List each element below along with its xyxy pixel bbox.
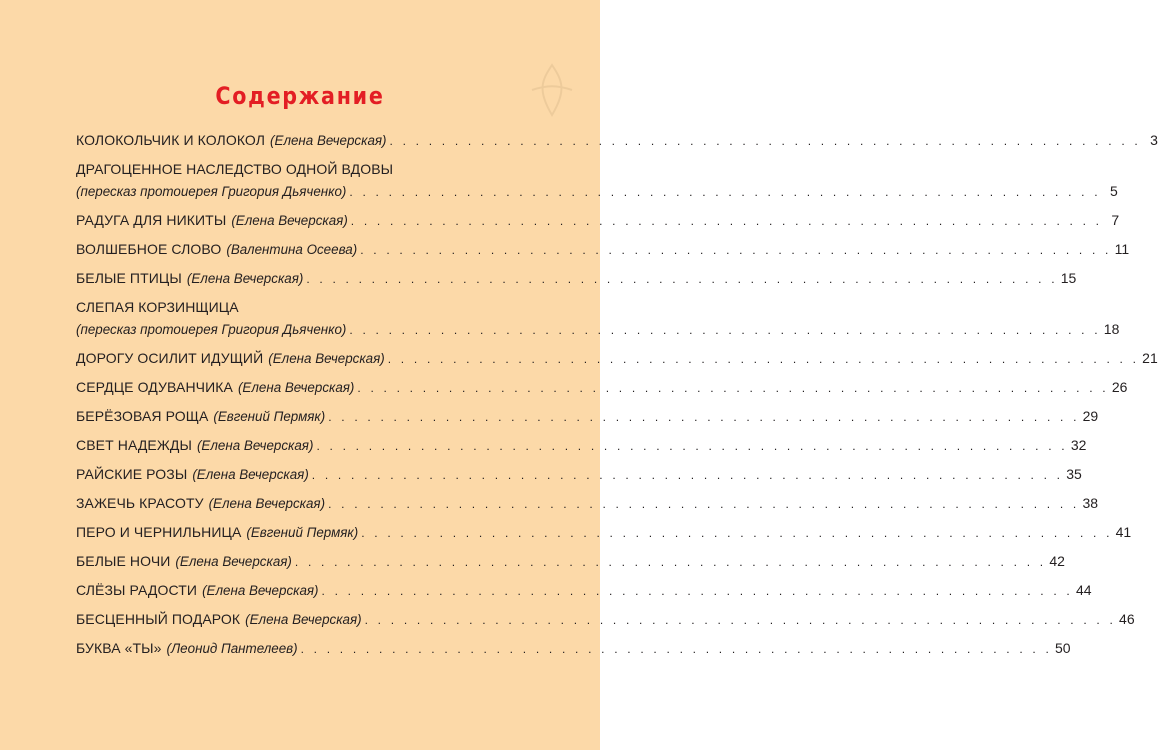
- entry-title: ЗАЖЕЧЬ КРАСОТУ: [76, 495, 204, 511]
- toc-entry[interactable]: [76, 126, 1158, 155]
- toc-entry[interactable]: [76, 155, 1118, 206]
- dot-leader: . . . . . . . . . . . . . . . . . . . . . . . . . . . . . . . . . . . . . . . . . . . . . . . . . . . . . . . . . .: [361, 526, 1113, 540]
- page-title: Содержание: [215, 82, 385, 110]
- entry-title: БЕСЦЕННЫЙ ПОДАРОК: [76, 611, 241, 627]
- toc-entry[interactable]: [76, 489, 1099, 518]
- entry-page-number: 11: [1114, 241, 1130, 257]
- dot-leader: . . . . . . . . . . . . . . . . . . . . . . . . . . . . . . . . . . . . . . . . . . . . . . . . . . . . . . . . . .: [311, 468, 1064, 482]
- toc-entry[interactable]: [76, 547, 1065, 576]
- entry-page-number: 5: [1110, 183, 1118, 199]
- toc-entry[interactable]: [76, 518, 1132, 547]
- entry-page-number: 3: [1150, 132, 1158, 148]
- entry-title: ДРАГОЦЕННОЕ НАСЛЕДСТВО ОДНОЙ ВДОВЫ: [76, 161, 394, 177]
- entry-title: БЕРЁЗОВАЯ РОЩА: [76, 408, 209, 424]
- dot-leader: . . . . . . . . . . . . . . . . . . . . . . . . . . . . . . . . . . . . . . . . . . . . . . . . . . . . . . . . . .: [328, 497, 1080, 511]
- entry-page-number: 50: [1055, 640, 1071, 656]
- entry-author: (Елена Вечерская): [196, 438, 314, 453]
- entry-author: (Елена Вечерская): [237, 380, 355, 395]
- dot-leader: . . . . . . . . . . . . . . . . . . . . . . . . . . . . . . . . . . . . . . . . . . . . . . . . . . . . . . . . . .: [306, 272, 1058, 286]
- entry-title: БУКВА «ТЫ»: [76, 640, 162, 656]
- dot-leader: . . . . . . . . . . . . . . . . . . . . . . . . . . . . . . . . . . . . . . . . . . . . . . . . . . . . . . . . . .: [349, 185, 1101, 199]
- toc-line: [76, 576, 1092, 605]
- entry-author: (Елена Вечерская): [245, 612, 362, 627]
- toc-line: [76, 634, 1071, 663]
- entry-page-number: 35: [1066, 466, 1082, 482]
- dot-leader: . . . . . . . . . . . . . . . . . . . . . . . . . . . . . . . . . . . . . . . . . . . . . . . . . . . . . . . . . .: [316, 439, 1068, 453]
- entry-author: (Елена Вечерская): [202, 583, 319, 598]
- toc-entry[interactable]: [76, 206, 1120, 235]
- entry-page-number: 46: [1119, 611, 1135, 627]
- entry-author: (Елена Вечерская): [208, 496, 326, 511]
- toc-entry[interactable]: [76, 293, 1120, 344]
- dot-leader: . . . . . . . . . . . . . . . . . . . . . . . . . . . . . . . . . . . . . . . . . . . . . . . . . . . . . . . . . .: [321, 584, 1073, 598]
- toc-line: [76, 344, 1158, 373]
- entry-page-number: 41: [1115, 524, 1132, 540]
- toc-line: [76, 158, 500, 180]
- toc-line: [76, 431, 1087, 460]
- entry-page-number: 32: [1070, 437, 1087, 453]
- toc-line: [76, 518, 1132, 547]
- dot-leader: . . . . . . . . . . . . . . . . . . . . . . . . . . . . . . . . . . . . . . . . . . . . . . . . . . . . . . . . . .: [357, 381, 1109, 395]
- entry-page-number: 29: [1082, 408, 1099, 424]
- dot-leader: . . . . . . . . . . . . . . . . . . . . . . . . . . . . . . . . . . . . . . . . . . . . . . . . . . . . . . . . . .: [360, 243, 1112, 257]
- dot-leader: . . . . . . . . . . . . . . . . . . . . . . . . . . . . . . . . . . . . . . . . . . . . . . . . . . . . . . . . . .: [294, 555, 1047, 569]
- entry-title: БЕЛЫЕ ПТИЦЫ: [76, 270, 182, 286]
- entry-title: СЛЁЗЫ РАДОСТИ: [76, 582, 198, 598]
- toc-entry[interactable]: [76, 373, 1128, 402]
- toc-entry[interactable]: [76, 431, 1087, 460]
- toc-line: [76, 264, 1077, 293]
- dot-leader: . . . . . . . . . . . . . . . . . . . . . . . . . . . . . . . . . . . . . . . . . . . . . . . . . . . . . . . . . .: [364, 613, 1117, 627]
- entry-page-number: 42: [1049, 553, 1065, 569]
- entry-title: РАЙСКИЕ РОЗЫ: [76, 466, 188, 482]
- entry-author: (Валентина Осеева): [226, 242, 358, 257]
- entry-page-number: 44: [1075, 582, 1092, 598]
- entry-author: (Елена Вечерская): [231, 213, 348, 228]
- entry-page-number: 15: [1060, 270, 1077, 286]
- toc-line: [76, 318, 1120, 344]
- table-of-contents: [76, 126, 1158, 663]
- entry-author: (Евгений Пермяк): [246, 525, 359, 540]
- toc-entry[interactable]: [76, 264, 1077, 293]
- toc-line: [76, 206, 1120, 235]
- dot-leader: . . . . . . . . . . . . . . . . . . . . . . . . . . . . . . . . . . . . . . . . . . . . . . . . . . . . . . . . . .: [389, 134, 1141, 148]
- toc-entry[interactable]: [76, 634, 1071, 663]
- entry-title: СЕРДЦЕ ОДУВАНЧИКА: [76, 379, 233, 395]
- entry-author: (Елена Вечерская): [268, 351, 385, 366]
- entry-page-number: 26: [1111, 379, 1128, 395]
- entry-title: КОЛОКОЛЬЧИК И КОЛОКОЛ: [76, 132, 266, 148]
- entry-title: ВОЛШЕБНОЕ СЛОВО: [76, 241, 222, 257]
- toc-line: [76, 126, 1158, 155]
- toc-entry[interactable]: [76, 344, 1158, 373]
- entry-page-number: 38: [1082, 495, 1099, 511]
- toc-line: [76, 296, 500, 318]
- entry-title: СВЕТ НАДЕЖДЫ: [76, 437, 192, 453]
- toc-entry[interactable]: [76, 460, 1082, 489]
- toc-line: [76, 235, 1130, 264]
- toc-line: [76, 547, 1065, 576]
- toc-entry[interactable]: [76, 402, 1099, 431]
- entry-title: БЕЛЫЕ НОЧИ: [76, 553, 171, 569]
- entry-title: РАДУГА ДЛЯ НИКИТЫ: [76, 212, 227, 228]
- entry-title: СЛЕПАЯ КОРЗИНЩИЦА: [76, 299, 239, 315]
- dot-leader: . . . . . . . . . . . . . . . . . . . . . . . . . . . . . . . . . . . . . . . . . . . . . . . . . . . . . . . . . .: [349, 323, 1101, 337]
- dot-leader: . . . . . . . . . . . . . . . . . . . . . . . . . . . . . . . . . . . . . . . . . . . . . . . . . . . . . . . . . .: [328, 410, 1080, 424]
- toc-line: [76, 460, 1082, 489]
- entry-page-number: 7: [1111, 212, 1120, 228]
- dot-leader: . . . . . . . . . . . . . . . . . . . . . . . . . . . . . . . . . . . . . . . . . . . . . . . . . . . . . . . . . .: [350, 214, 1103, 228]
- toc-line: [76, 373, 1128, 402]
- toc-line: [76, 605, 1135, 634]
- entry-author: (Елена Вечерская): [270, 133, 387, 148]
- entry-title: ПЕРО И ЧЕРНИЛЬНИЦА: [76, 524, 242, 540]
- toc-entry[interactable]: [76, 576, 1092, 605]
- entry-page-number: 21: [1142, 350, 1158, 366]
- entry-page-number: 18: [1103, 321, 1120, 337]
- entry-author: (Леонид Пантелеев): [166, 641, 298, 656]
- dot-leader: . . . . . . . . . . . . . . . . . . . . . . . . . . . . . . . . . . . . . . . . . . . . . . . . . . . . . . . . . .: [387, 352, 1140, 366]
- entry-author: (Елена Вечерская): [192, 467, 309, 482]
- entry-author: (Елена Вечерская): [186, 271, 304, 286]
- entry-author: (Евгений Пермяк): [213, 409, 326, 424]
- entry-title: ДОРОГУ ОСИЛИТ ИДУЩИЙ: [76, 350, 264, 366]
- toc-line: [76, 489, 1099, 518]
- toc-line: [76, 402, 1099, 431]
- entry-author: (Елена Вечерская): [175, 554, 292, 569]
- toc-entry[interactable]: [76, 605, 1135, 634]
- entry-subtitle: (пересказ протоиерея Григория Дьяченко): [76, 322, 347, 337]
- entry-subtitle: (пересказ протоиерея Григория Дьяченко): [76, 184, 347, 199]
- toc-line: [76, 180, 1118, 206]
- dot-leader: . . . . . . . . . . . . . . . . . . . . . . . . . . . . . . . . . . . . . . . . . . . . . . . . . . . . . . . . . .: [300, 642, 1053, 656]
- toc-entry[interactable]: [76, 235, 1130, 264]
